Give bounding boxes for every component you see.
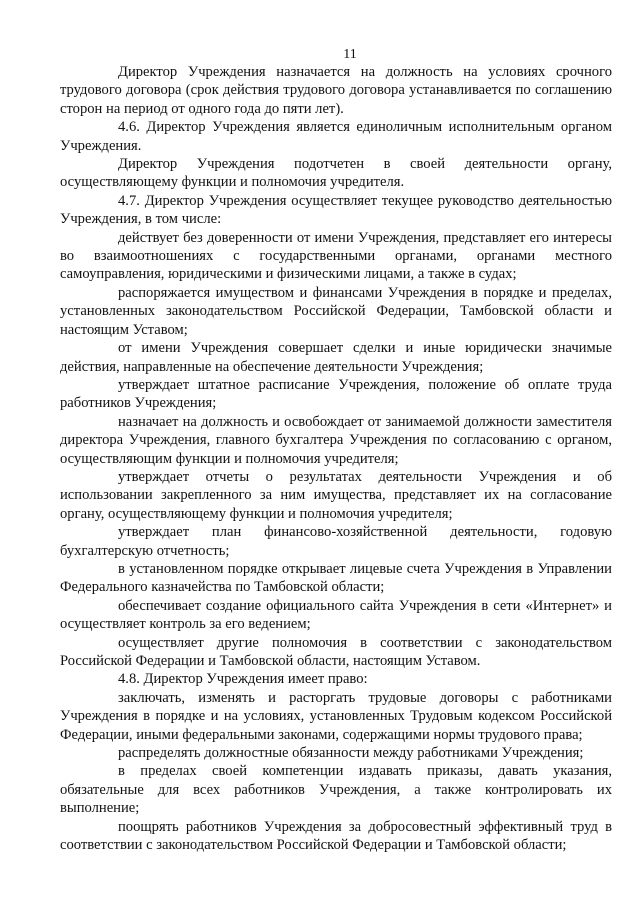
paragraph-labor-contracts: заключать, изменять и расторгать трудовые договоры с работниками Учреждения в порядке и на условиях, установленных Трудовым кодексом Российской Федерации, иными федеральными законами, содержащими нормы трудового права; <box>60 689 612 743</box>
paragraph-other-powers: осуществляет другие полномочия в соответствии с законодательством Российской Федерации и Тамбовской области, настоящим Уставом. <box>60 634 612 669</box>
paragraph-approves-staff-schedule: утверждает штатное расписание Учреждения, положение об оплате труда работников Учреждения; <box>60 376 612 412</box>
page-number: 11 <box>343 47 357 62</box>
paragraph-acts-without-power-of-attorney: действует без доверенности от имени Учреждения, представляет его интересы во взаимоотношениях с государственными органами, органами местного самоуправления, юридическими и физическими лицами, а также в судах; <box>60 229 612 283</box>
paragraph-rewards-employees: поощрять работников Учреждения за добросовестный эффективный труд в соответствии с законодательством Российской Федерации и Тамбовской области; <box>60 818 612 854</box>
paragraph-distributes-duties: распределять должностные обязанности между работниками Учреждения; <box>118 745 584 762</box>
paragraph-4-6: 4.6. Директор Учреждения является единоличным исполнительным органом Учреждения. <box>60 119 612 154</box>
paragraph-director-accountability: Директор Учреждения подотчетен в своей деятельности органу, осуществляющему функции и полномочия учредителя. <box>60 156 612 191</box>
paragraph-approves-reports: утверждает отчеты о результатах деятельности Учреждения и об использовании закрепленного за ним имущества, представляет их на согласование органу, осуществляющему функции и полномочия учредителя; <box>60 468 612 522</box>
paragraph-manages-property: распоряжается имуществом и финансами Учреждения в порядке и пределах, установленных законодательством Российской Федерации, Тамбовской области и настоящим Уставом; <box>60 284 612 338</box>
paragraph-4-8: 4.8. Директор Учреждения имеет право: <box>118 671 368 688</box>
paragraph-opens-accounts: в установленном порядке открывает лицевые счета Учреждения в Управлении Федерального казначейства по Тамбовской области; <box>60 560 612 596</box>
paragraph-makes-transactions: от имени Учреждения совершает сделки и иные юридически значимые действия, направленные на обеспечение деятельности Учреждения; <box>60 340 612 375</box>
paragraph-4-7: 4.7. Директор Учреждения осуществляет текущее руководство деятельностью Учреждения, в том числе: <box>60 192 612 228</box>
paragraph-appoints-deputy: назначает на должность и освобождает от занимаемой должности заместителя директора Учреждения, главного бухгалтера Учреждения по согласованию с органом, осуществляющим функции и полномочия учредителя; <box>60 413 612 467</box>
paragraph-approves-plan: утверждает план финансово-хозяйственной деятельности, годовую бухгалтерскую отчетность; <box>60 524 612 559</box>
paragraph-director-appointment: Директор Учреждения назначается на должность на условиях срочного трудового договора (срок действия трудового договора устанавливается по соглашению сторон на период от одного года до пяти лет). <box>60 64 612 117</box>
paragraph-issues-orders: в пределах своей компетенции издавать приказы, давать указания, обязательные для всех работников Учреждения, а также контролировать их выполнение; <box>60 763 612 817</box>
paragraph-official-website: обеспечивает создание официального сайта Учреждения в сети «Интернет» и осуществляет контроль за его ведением; <box>60 597 612 633</box>
document-body <box>60 63 612 854</box>
